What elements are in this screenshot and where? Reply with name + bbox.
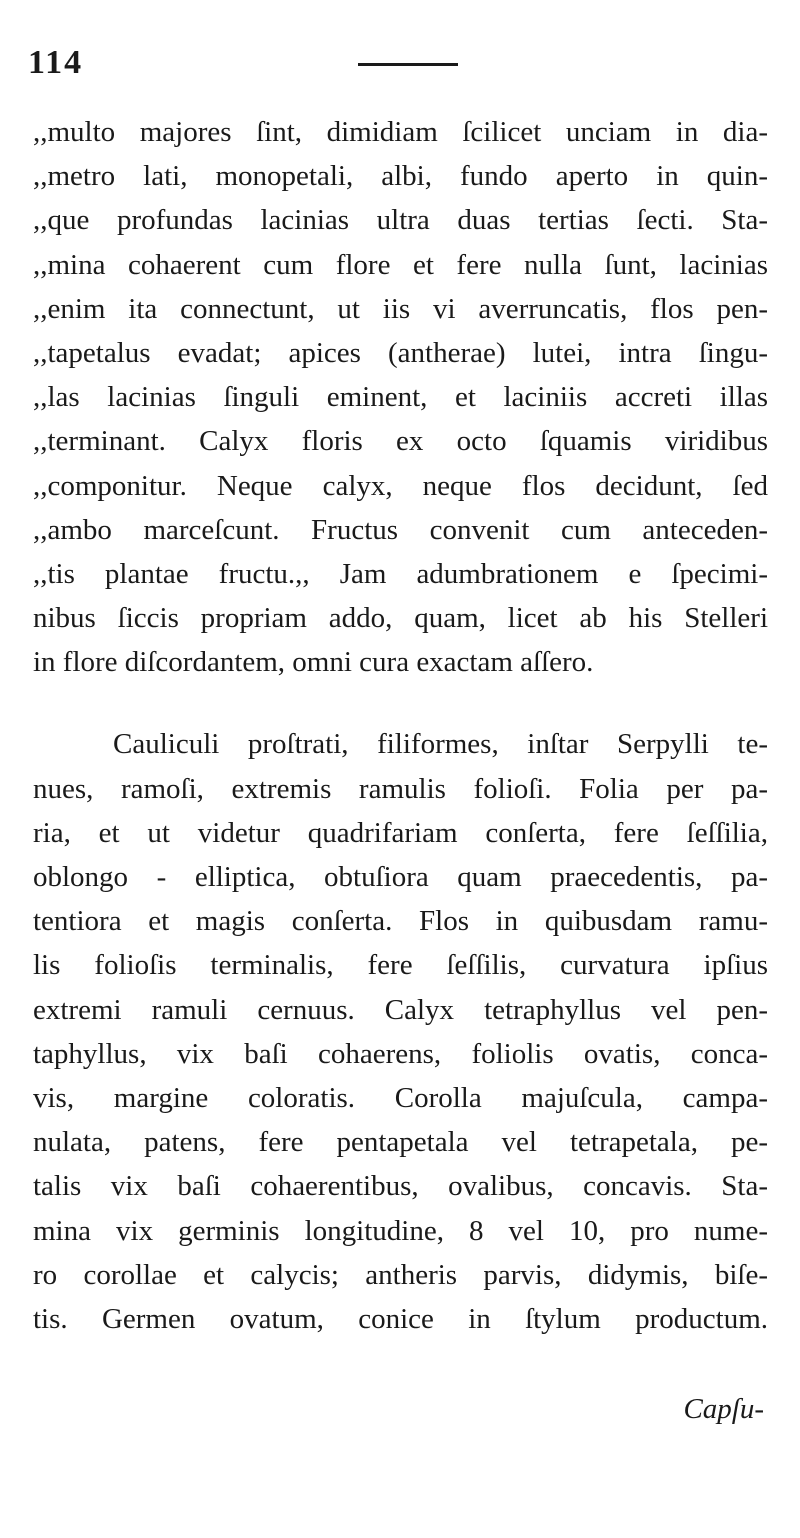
text-line: nulata, patens, fere pentapetala vel tetrapetala, pe- <box>33 1126 768 1159</box>
paragraph-2 <box>33 722 768 1341</box>
text-line: ,,mina cohaerent cum flore et fere nulla ſunt, lacinias <box>33 248 768 281</box>
paragraph-gap <box>33 684 768 722</box>
text-line: taphyllus, vix baſi cohaerens, foliolis ovatis, conca- <box>33 1037 768 1070</box>
text-line: mina vix germinis longitudine, 8 vel 10, pro nume- <box>33 1214 768 1247</box>
text-line: Cauliculi proſtrati, filiformes, inſtar Serpylli te- <box>113 728 768 761</box>
paragraph-1 <box>33 110 768 684</box>
text-line: ,,terminant. Calyx floris ex octo ſquamis viridibus <box>33 425 768 458</box>
text-line: tentiora et magis conſerta. Flos in quibusdam ramu- <box>33 905 768 938</box>
text-line: ,,multo majores ſint, dimidiam ſcilicet unciam in dia- <box>33 116 768 148</box>
text-line: lis folioſis terminalis, fere ſeſſilis, curvatura ipſius <box>33 949 768 982</box>
text-line: nues, ramoſi, extremis ramulis folioſi. Folia per pa- <box>33 772 768 805</box>
text-line: extremi ramuli cernuus. Calyx tetraphyllus vel pen- <box>33 993 768 1026</box>
text-line: vis, margine coloratis. Corolla majuſcula, campa- <box>33 1081 768 1114</box>
text-line: ,,enim ita connectunt, ut iis vi averruncatis, flos pen- <box>33 292 768 325</box>
body-text <box>33 110 768 1341</box>
text-line: ria, et ut videtur quadrifariam conſerta, fere ſeſſilia, <box>33 816 768 849</box>
text-line: ,,componitur. Neque calyx, neque flos decidunt, ſed <box>33 469 768 502</box>
text-line: ,,ambo marceſcunt. Fructus convenit cum anteceden- <box>33 513 768 546</box>
catchword: Capſu- <box>683 1393 764 1425</box>
text-line: tis. Germen ovatum, conice in ſtylum productum. <box>33 1302 768 1335</box>
text-line: in flore diſcordantem, omni cura exactam aſſero. <box>33 646 594 679</box>
text-line: talis vix baſi cohaerentibus, ovalibus, concavis. Sta- <box>33 1170 768 1203</box>
text-line: ,,metro lati, monopetali, albi, fundo aperto in quin- <box>33 160 768 193</box>
page-number: 114 <box>28 44 84 81</box>
text-line: oblongo - elliptica, obtuſiora quam praecedentis, pa- <box>33 861 768 893</box>
text-line: ,,que profundas lacinias ultra duas tertias ſecti. Sta- <box>33 204 768 237</box>
header-rule <box>358 63 458 66</box>
text-line: ro corollae et calycis; antheris parvis, didymis, biſe- <box>33 1258 768 1291</box>
text-line: ,,tapetalus evadat; apices (antherae) lutei, intra ſingu- <box>33 336 768 369</box>
text-line: nibus ſiccis propriam addo, quam, licet ab his Stelleri <box>33 602 768 635</box>
text-line: ,,las lacinias ſinguli eminent, et laciniis accreti illas <box>33 381 768 414</box>
text-line: ,,tis plantae fructu.,, Jam adumbrationem e ſpecimi- <box>33 557 768 590</box>
